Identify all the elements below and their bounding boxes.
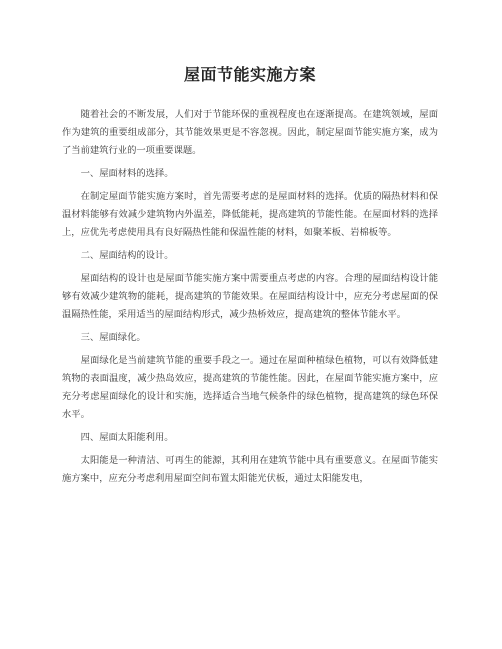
section-heading-greening: 三、屋面绿化。 [80, 332, 146, 343]
structure-paragraph: 屋面结构的设计也是屋面节能实施方案中需要重点考虑的内容。合理的屋面结构设计能够有效减少建筑物的能耗，提高建筑的节能效果。在屋面结构设计中，应充分考虑屋面的保温隔热性能，采用适当的屋面结构形式，减少热桥效应，提高建筑的整体节能水平。 [62, 273, 438, 320]
materials-paragraph: 在制定屋面节能实施方案时，首先需要考虑的是屋面材料的选择。优质的隔热材料和保温材料能够有效减少建筑物内外温差，降低能耗，提高建筑的节能性能。在屋面材料的选择上，应优先考虑使用具有良好隔热性能和保温性能的材料，如聚苯板、岩棉板等。 [62, 191, 438, 238]
section-heading-materials: 一、屋面材料的选择。 [80, 168, 174, 179]
document-body [62, 106, 438, 488]
section-heading-structure: 二、屋面结构的设计。 [80, 250, 174, 261]
document-title: 屋面节能实施方案 [183, 65, 316, 84]
greening-paragraph: 屋面绿化是当前建筑节能的重要手段之一。通过在屋面种植绿色植物，可以有效降低建筑物的表面温度，减少热岛效应，提高建筑的节能性能。因此，在屋面节能实施方案中，应充分考虑屋面绿化的设计和实施，选择适合当地气候条件的绿色植物，提高建筑的绿色环保水平。 [62, 355, 438, 420]
section-heading-solar: 四、屋面太阳能利用。 [80, 432, 174, 443]
intro-paragraph: 随着社会的不断发展，人们对于节能环保的重视程度也在逐渐提高。在建筑领域，屋面作为建筑的重要组成部分，其节能效果更是不容忽视。因此，制定屋面节能实施方案，成为了当前建筑行业的一项重要课题。 [62, 109, 438, 156]
solar-paragraph: 太阳能是一种清洁、可再生的能源，其利用在建筑节能中具有重要意义。在屋面节能实施方案中，应充分考虑利用屋面空间布置太阳能光伏板，通过太阳能发电， [62, 455, 438, 484]
